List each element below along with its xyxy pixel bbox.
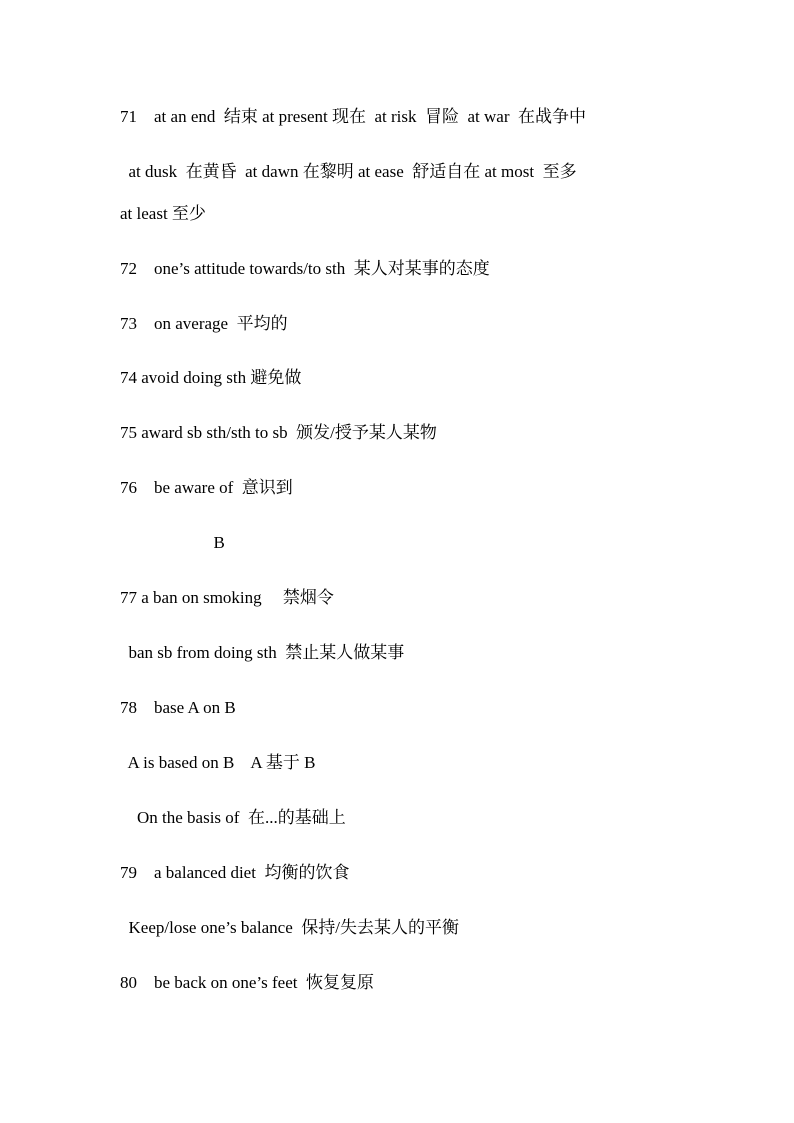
entry-78-basis-line: On the basis of 在...的基础上 (120, 808, 346, 827)
section-heading-b: B (120, 533, 225, 552)
entry-71-continued-line: at dusk 在黄昏 at dawn 在黎明 at ease 舒适自在 at most 至多 (120, 162, 577, 181)
entry-75-line: 75 award sb sth/sth to sb 颁发/授予某人某物 (120, 423, 437, 442)
entry-78-line: 78 base A on B (120, 698, 236, 717)
entry-72-line: 72 one’s attitude towards/to sth 某人对某事的态度 (120, 259, 490, 278)
entry-71-line: 71 at an end 结束 at present 现在 at risk 冒险 at war 在战争中 (120, 107, 586, 126)
entry-77-line: 77 a ban on smoking 禁烟令 (120, 588, 334, 607)
entry-78-based-line: A is based on B A 基于 B (120, 753, 316, 772)
entry-76-line: 76 be aware of 意识到 (120, 478, 293, 497)
entry-74-line: 74 avoid doing sth 避免做 (120, 368, 302, 387)
entry-73-line: 73 on average 平均的 (120, 314, 288, 333)
entry-79-line: 79 a balanced diet 均衡的饮食 (120, 863, 350, 882)
entry-71-at-least-line: at least 至少 (120, 204, 206, 223)
entry-79-balance-line: Keep/lose one’s balance 保持/失去某人的平衡 (120, 918, 459, 937)
entry-80-line: 80 be back on one’s feet 恢复复原 (120, 973, 374, 992)
entry-77-ban-line: ban sb from doing sth 禁止某人做某事 (120, 643, 405, 662)
